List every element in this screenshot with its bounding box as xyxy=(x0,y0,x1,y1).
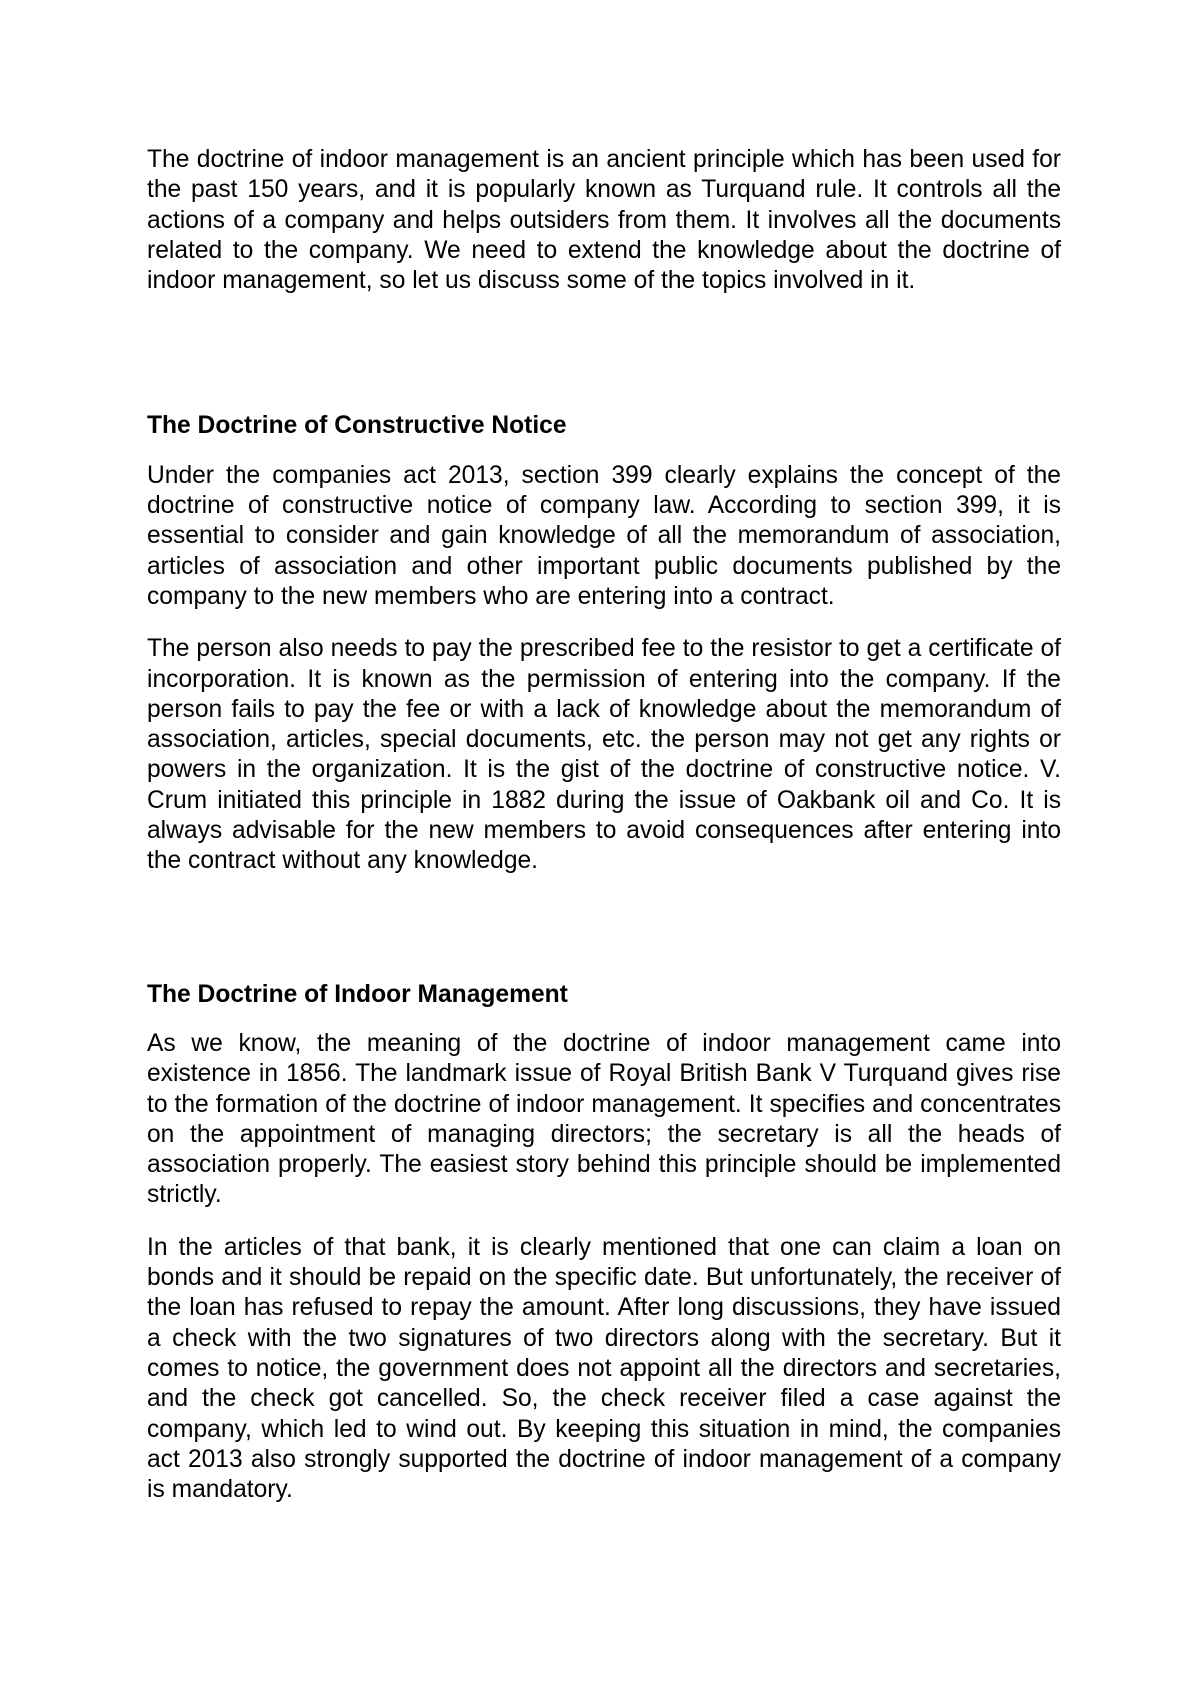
intro-paragraph: The doctrine of indoor management is an ancient principle which has been used for the past 150 years, and it is popularly known as Turquand rule. It controls all the actions of a company and helps outsiders from them. It involves all the documents related to the company. We need to extend the knowledge about the doctrine of indoor management, so let us discuss some of the topics involved in it. xyxy=(147,146,1061,295)
constructive-notice-paragraph-1: Under the companies act 2013, section 399 clearly explains the concept of the doctrine of constructive notice of company law. According to section 399, it is essential to consider and gain knowledge of all the memorandum of association, articles of association and other important public documents published by the company to the new members who are entering into a contract. xyxy=(147,461,1061,610)
section-heading-constructive-notice: The Doctrine of Constructive Notice xyxy=(147,412,567,440)
constructive-notice-paragraph-2: The person also needs to pay the prescribed fee to the resistor to get a certificate of incorporation. It is known as the permission of entering into the company. If the person fails to pay the fee or with a lack of knowledge about the memorandum of association, articles, special documents, etc. the person may not get any rights or powers in the organization. It is the gist of the doctrine of constructive notice. V. Crum initiated this principle in 1882 during the issue of Oakbank oil and Co. It is always advisable for the new members to avoid consequences after entering into the contract without any knowledge. xyxy=(147,635,1061,875)
section-spacer xyxy=(147,877,1061,980)
indoor-management-paragraph-2: In the articles of that bank, it is clearly mentioned that one can claim a loan on bonds and it should be repaid on the specific date. But unfortunately, the receiver of the loan has refused to repay the amount. After long discussions, they have issued a check with the two signatures of two directors along with the secretary. But it comes to notice, the government does not appoint all the directors and secretaries, and the check got cancelled. So, the check receiver filed a case against the company, which led to wind out. By keeping this situation in mind, the companies act 2013 also strongly supported the doctrine of indoor management of a company is mandatory. xyxy=(147,1233,1061,1504)
document-page xyxy=(147,145,1061,1505)
indoor-management-paragraph-1: As we know, the meaning of the doctrine of indoor management came into existence in 1856. The landmark issue of Royal British Bank V Turquand gives rise to the formation of the doctrine of indoor management. It specifies and concentrates on the appointment of managing directors; the secretary is all the heads of association properly. The easiest story behind this principle should be implemented strictly. xyxy=(147,1029,1061,1209)
section-spacer xyxy=(147,296,1061,411)
section-heading-indoor-management: The Doctrine of Indoor Management xyxy=(147,980,568,1008)
